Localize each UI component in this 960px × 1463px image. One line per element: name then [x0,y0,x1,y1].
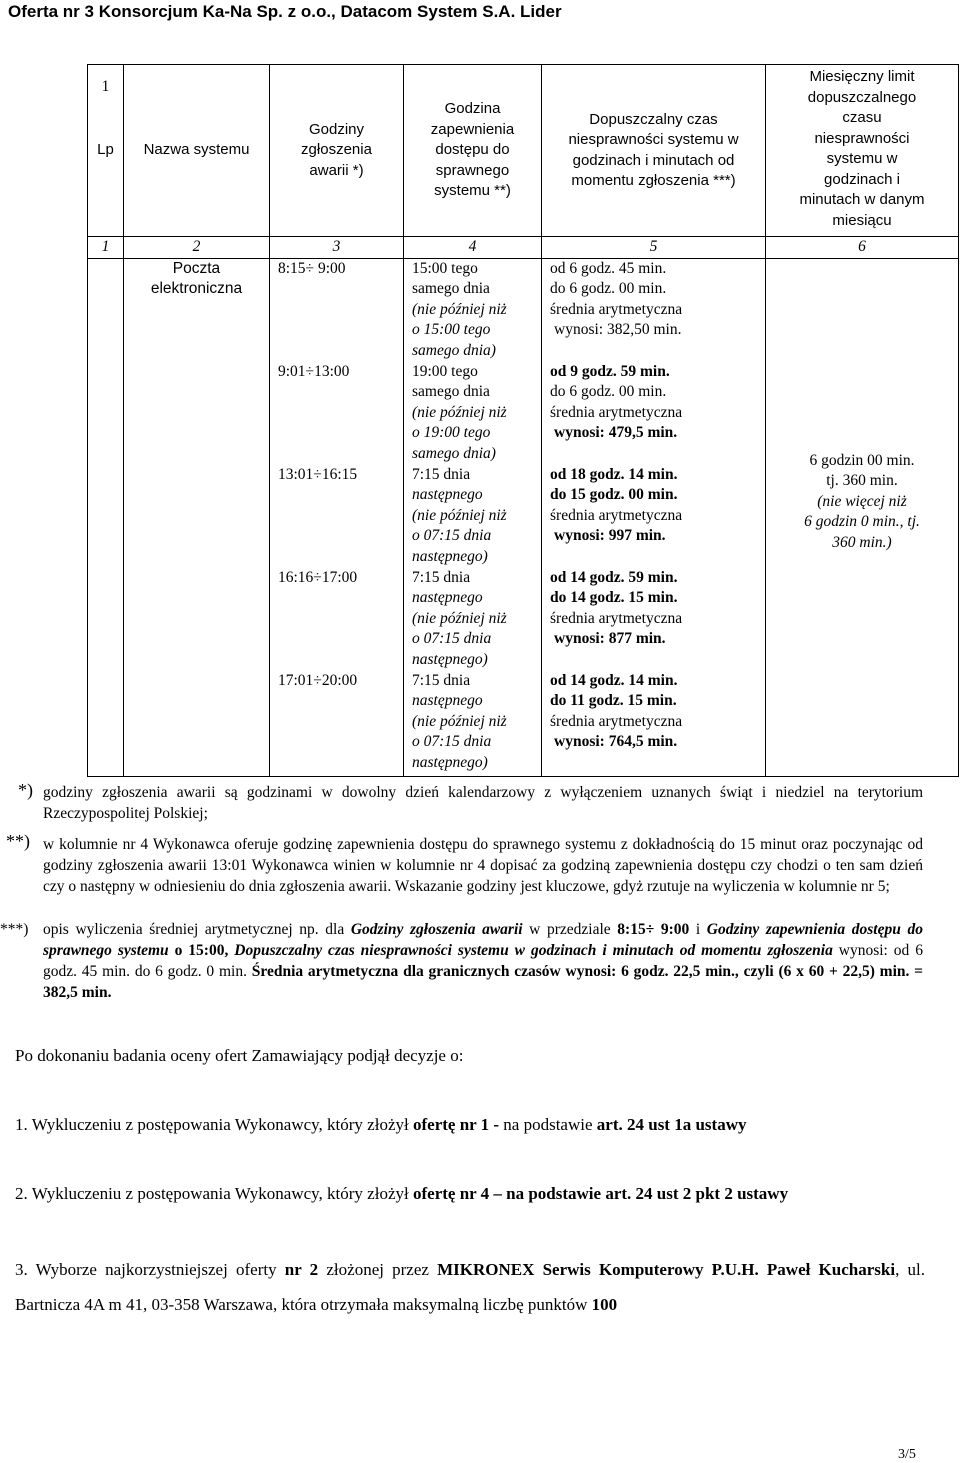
page-number: 3/5 [898,1447,916,1462]
document-title: Oferta nr 3 Konsorcjum Ka-Na Sp. z o.o., Datacom System S.A. Lider [8,2,562,21]
decision-intro: Po dokonaniu badania oceny ofert Zamawiający podjął decyzje o: [15,1046,464,1065]
header-system-name: Nazwa systemu [124,65,270,237]
header-report-hours: Godziny zgłoszenia awarii *) [270,65,404,237]
column-number-row [88,237,959,259]
system-name: Poczta elektroniczna [124,258,270,776]
col-number: 1 [88,237,124,259]
header-access-hour: Godzina zapewnienia dostępu do sprawnego systemu **) [404,65,542,237]
footnote-2-mark: **) [6,831,30,851]
sla-table [87,64,959,777]
decision-2: 2. Wykluczeniu z postępowania Wykonawcy, który złożył ofertę nr 4 – na podstawie art. 24 ust 2 pkt 2 ustawy [15,1184,789,1203]
footnote-1-text: godziny zgłoszenia awarii są godzinami w dowolny dzień kalendarzowy z wyłączeniem uznanych świąt i niedziel na terytorium Rzeczypospolitej Polskiej; [43,784,923,822]
col-number: 4 [404,237,542,259]
header-monthly-limit: Miesięczny limit dopuszczalnego czasu niesprawności systemu w godzinach i minutach w danym miesiącu [766,65,959,237]
header-lp: Lp [88,65,124,237]
col-number: 6 [766,237,959,259]
access-hour-cell: 15:00 tego samego dnia (nie później niż o 15:00 tego samego dnia) 19:00 tego samego dnia (nie później niż o 19:00 tego samego dnia) 7:15 dnia następnego (nie później niż o 07:15 dnia następnego) 7:15 dnia następnego (nie później niż o 07:15 dnia następnego) 7:15 dnia następnego (nie później niż o 07:15 dnia następnego) [404,258,542,776]
col-number: 3 [270,237,404,259]
report-hours-cell: 8:15÷ 9:00 9:01÷13:00 13:01÷16:15 16:16÷17:00 17:01÷20:00 [270,258,404,776]
monthly-limit-cell: 6 godzin 00 min. tj. 360 min. (nie więcej niż 6 godzin 0 min., tj. 360 min.) [766,258,959,776]
footnote-2-text: w kolumnie nr 4 Wykonawca oferuje godzinę zapewnienia dostępu do sprawnego systemu z dokładnością do 15 minut oraz poczynając od godziny zgłoszenia awarii 13:01 Wykonawca winien w kolumnie nr 4 dopisać za godziną zapewnienia dostępu czy chodzi o ten sam dzień czy o następny w odniesieniu do dnia zgłoszenia awarii. Wskazanie godziny jest kluczowe, gdyż rzutuje na wyliczenia w kolumnie nr 5; [43,836,923,895]
row-lp: 1 [88,258,124,776]
table-header-row [88,65,959,237]
downtime-cell: od 6 godz. 45 min. do 6 godz. 00 min. średnia arytmetyczna wynosi: 382,50 min. od 9 godz. 59 min. do 6 godz. 00 min. średnia arytmetyczna wynosi: 479,5 min. od 18 godz. 14 min. do 15 godz. 00 min. średnia arytmetyczna wynosi: 997 min. od 14 godz. 59 min. do 14 godz. 15 min. średnia arytmetyczna wynosi: 877 min. od 14 godz. 14 min. do 11 godz. 15 min. średnia arytmetyczna wynosi: 764,5 min. [542,258,766,776]
footnote-3-text: opis wyliczenia średniej arytmetycznej np. dla Godziny zgłoszenia awarii w przedziale 8:15÷ 9:00 i Godziny zapewnienia dostępu do sprawnego systemu o 15:00, Dopuszczalny czas niesprawności systemu w godzinach i minutach od momentu zgłoszenia wynosi: od 6 godz. 45 min. do 6 godz. 0 min. Średnia arytmetyczna dla granicznych czasów wynosi: 6 godz. 22,5 min., czyli (6 x 60 + 22,5) min. = 382,5 min. [43,921,923,1001]
decision-3: 3. Wyborze najkorzystniejszej oferty nr 2 złożonej przez MIKRONEX Serwis Komputerowy P.U.H. Paweł Kucharski, ul. Bartnicza 4A m 41, 03-358 Warszawa, która otrzymała maksymalną liczbę punktów 100 [15,1260,925,1314]
header-downtime: Dopuszczalny czas niesprawności systemu w godzinach i minutach od momentu zgłoszenia ***) [542,65,766,237]
decision-1: 1. Wykluczeniu z postępowania Wykonawcy, który złożył ofertę nr 1 - na podstawie art. 24 ust 1a ustawy [15,1115,747,1134]
col-number: 5 [542,237,766,259]
col-number: 2 [124,237,270,259]
footnote-3-mark: ***) [0,921,29,938]
table-row [88,258,959,776]
footnote-1-mark: *) [18,780,33,800]
